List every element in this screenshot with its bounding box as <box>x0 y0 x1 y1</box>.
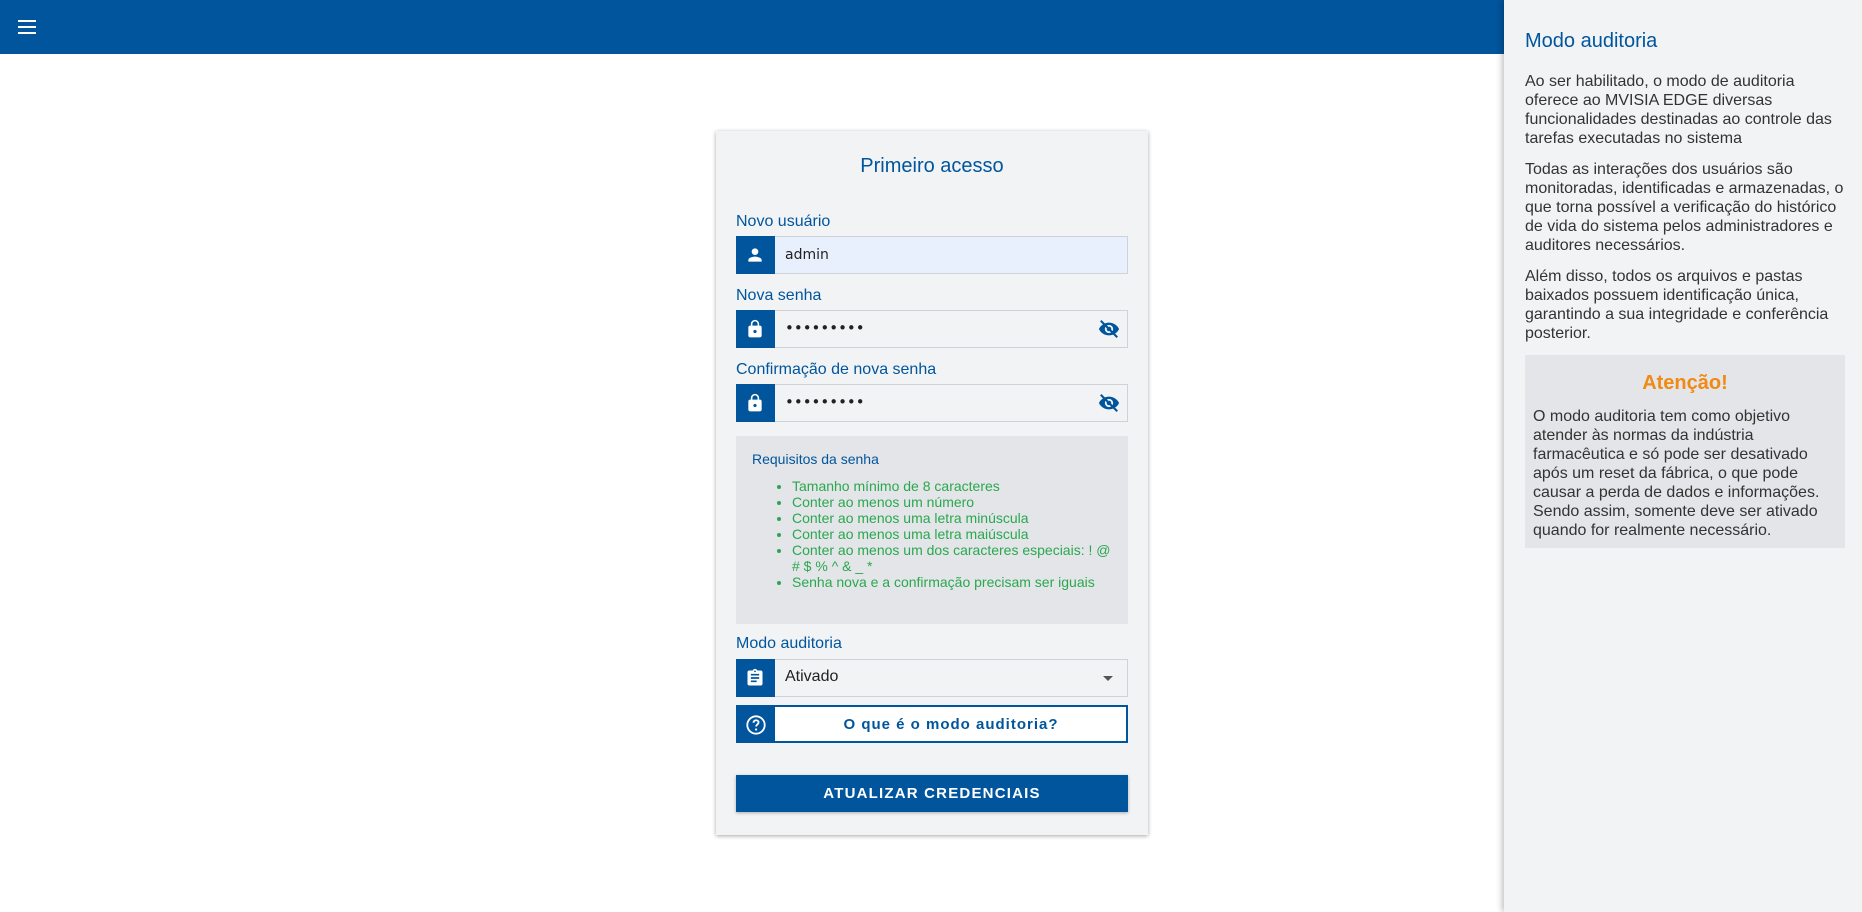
warning-box <box>1525 355 1845 548</box>
password-label: Nova senha <box>736 287 822 304</box>
confirm-password-value: ••••••••• <box>785 393 865 411</box>
audit-mode-value: Ativado <box>785 668 839 685</box>
eye-off-icon[interactable] <box>1097 318 1121 345</box>
confirm-password-field[interactable] <box>736 384 1128 422</box>
requirements-title: Requisitos da senha <box>752 451 879 467</box>
username-field[interactable] <box>736 236 1128 274</box>
audit-mode-info-drawer <box>1504 0 1862 912</box>
password-field[interactable] <box>736 310 1128 348</box>
update-credentials-button[interactable]: ATUALIZAR CREDENCIAIS <box>736 775 1128 812</box>
drawer-title: Modo auditoria <box>1525 30 1658 52</box>
requirements-list <box>752 478 1112 590</box>
confirm-password-label: Confirmação de nova senha <box>736 361 937 378</box>
lock-icon <box>736 384 775 422</box>
form-title: Primeiro acesso <box>860 155 1004 177</box>
help-circle-icon <box>736 705 775 743</box>
help-button-label: O que é o modo auditoria? <box>843 716 1059 733</box>
drawer-paragraph: Ao ser habilitado, o modo de auditoria oferece ao MVISIA EDGE diversas funcionalidades destinadas ao controle das tarefas executadas no sistema <box>1525 73 1832 147</box>
lock-icon <box>736 310 775 348</box>
person-icon <box>736 236 775 274</box>
hamburger-menu-icon[interactable] <box>14 15 40 39</box>
first-access-card <box>716 131 1148 835</box>
dropdown-arrow-icon <box>1103 676 1113 681</box>
password-value: ••••••••• <box>785 319 865 337</box>
audit-mode-label: Modo auditoria <box>736 635 842 652</box>
requirement-item: • Conter ao menos um dos caracteres especiais: ! @ # $ % ^ & _ * <box>792 542 1112 574</box>
requirement-item: • Conter ao menos uma letra minúscula <box>792 510 1112 526</box>
audit-mode-select[interactable] <box>736 659 1128 697</box>
drawer-paragraph: Todas as interações dos usuários são monitoradas, identificadas e armazenadas, o que torna possível a verificação do histórico de vida do sistema pelos administradores e auditores necessários. <box>1525 161 1844 254</box>
requirement-item: • Conter ao menos uma letra maiúscula <box>792 526 1112 542</box>
username-label: Novo usuário <box>736 213 831 230</box>
warning-title: Atenção! <box>1642 372 1728 394</box>
requirement-item: • Conter ao menos um número <box>792 494 1112 510</box>
username-value: admin <box>785 247 829 263</box>
clipboard-icon <box>736 659 775 697</box>
drawer-paragraph: Além disso, todos os arquivos e pastas baixados possuem identificação única, garantindo a sua integridade e conferência posterior. <box>1525 268 1829 342</box>
audit-mode-help-button[interactable] <box>736 705 1128 743</box>
eye-off-icon[interactable] <box>1097 392 1121 419</box>
requirement-item: • Senha nova e a confirmação precisam ser iguais <box>792 574 1112 590</box>
requirement-item: • Tamanho mínimo de 8 caracteres <box>792 478 1112 494</box>
warning-text: O modo auditoria tem como objetivo atender às normas da indústria farmacêutica e só pode ser desativado após um reset da fábrica, o que pode causar a perda de dados e informações. Sendo assim, somente deve ser ativado quando for realmente necessário. <box>1533 408 1820 539</box>
password-requirements <box>736 436 1128 624</box>
